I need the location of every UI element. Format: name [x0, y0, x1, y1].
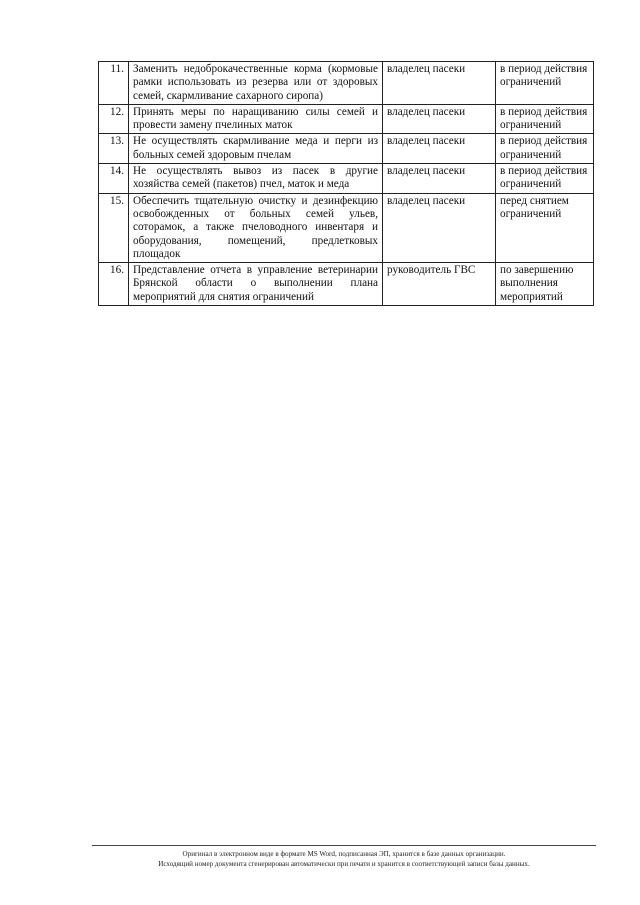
footer-divider — [92, 845, 596, 846]
footer-note-original: Оригинал в электронном виде в формате MS Word, подписанная ЭП, хранится в базе данных организации. — [182, 850, 506, 858]
table-row — [99, 164, 594, 194]
row-action: Не осуществлять вывоз из пасек в другие хозяйства семей (пакетов) пчел, маток и меда — [129, 164, 383, 194]
row-responsible: владелец пасеки — [383, 134, 496, 164]
row-number: 12. — [99, 104, 129, 134]
row-term: по завершению выполнения мероприятий — [496, 263, 594, 306]
row-term: в период действия ограничений — [496, 104, 594, 134]
row-responsible: владелец пасеки — [383, 193, 496, 262]
row-responsible: владелец пасеки — [383, 164, 496, 194]
row-term: перед снятием ограничений — [496, 193, 594, 262]
row-responsible: владелец пасеки — [383, 62, 496, 105]
row-action: Заменить недоброкачественные корма (кормовые рамки использовать из резерва или от здоровых семей, скармливание сахарного сиропа) — [129, 62, 383, 105]
row-action: Обеспечить тщательную очистку и дезинфекцию освобожденных от больных семей ульев, сотoрамок, а также пчеловодного инвентаря и оборудования, помещений, предлетковых площадок — [129, 193, 383, 262]
row-term: в период действия ограничений — [496, 62, 594, 105]
row-term: в период действия ограничений — [496, 134, 594, 164]
table-row — [99, 263, 594, 306]
row-number: 13. — [99, 134, 129, 164]
table-row — [99, 193, 594, 262]
row-term: в период действия ограничений — [496, 164, 594, 194]
table-row — [99, 134, 594, 164]
row-number: 16. — [99, 263, 129, 306]
row-number: 15. — [99, 193, 129, 262]
row-action: Не осуществлять скармливание меда и перги из больных семей здоровым пчелам — [129, 134, 383, 164]
table-row — [99, 104, 594, 134]
row-number: 11. — [99, 62, 129, 105]
row-responsible: руководитель ГВС — [383, 263, 496, 306]
table-row — [99, 62, 594, 105]
row-responsible: владелец пасеки — [383, 104, 496, 134]
row-action: Принять меры по наращиванию силы семей и провести замену пчелиных маток — [129, 104, 383, 134]
row-number: 14. — [99, 164, 129, 194]
footer-note-number: Исходящий номер документа сгенерирован автоматически при печати и хранится в соответствующей записи базы данных. — [158, 860, 530, 868]
row-action: Представление отчета в управление ветеринарии Брянской области о выполнении плана мероприятий для снятия ограничений — [129, 263, 383, 306]
measures-table — [98, 61, 594, 306]
